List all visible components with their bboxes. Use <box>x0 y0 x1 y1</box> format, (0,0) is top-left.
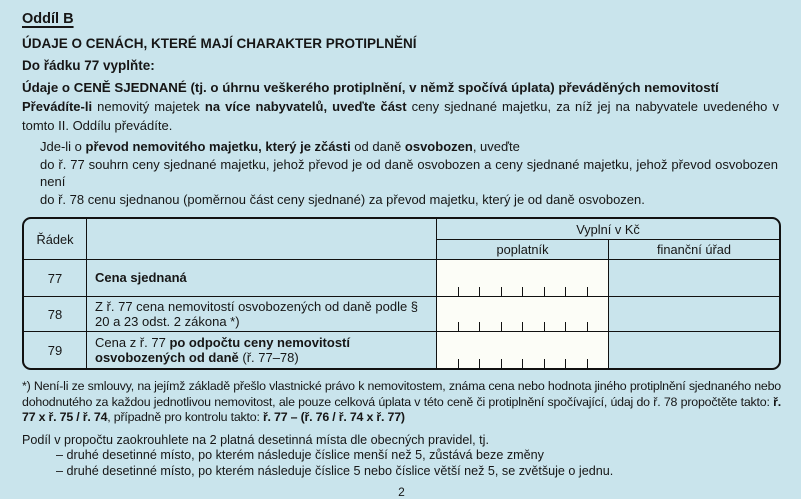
digit-tick-marks <box>437 359 608 368</box>
exemption-note <box>40 138 778 208</box>
row-79-financni-urad-cell[interactable] <box>609 332 779 368</box>
footnote-body: *) Není-li ze smlouvy, na jejímž základě přešlo vlastnické právo k nemovitostem, známa cena nebo hodnota jiného protiplnění sjednaného nebo dohodnutého za každou jednotlivou nemovitost, ale pouze celková úplata v této ceně či protiplnění spočívající, údaj do ř. 78 propočtěte takto: <box>22 379 781 409</box>
footnote-formula-2: ř. 77 – (ř. 76 / ř. 74 x ř. 77) <box>262 410 405 425</box>
row-77-financni-urad-cell[interactable] <box>609 260 779 297</box>
row-77-label <box>87 260 437 297</box>
row-77-label-text: Cena sjednaná <box>95 270 187 286</box>
footnote-formula-1: ř. 77 x ř. 75 / ř. 74 <box>22 394 781 425</box>
row-78-label <box>87 297 437 332</box>
column-header-vyplni-v-kc: Vyplní v Kč <box>437 219 779 240</box>
column-header-poplatnik: poplatník <box>437 240 609 260</box>
exemption-text-2: od daně <box>350 139 405 154</box>
fill-instruction: Do řádku 77 vyplňte: <box>22 58 155 73</box>
row-79-label <box>87 332 437 368</box>
exemption-note-line1 <box>40 138 778 156</box>
transfer-note-text-2: ceny sjednané majetku, za níž jej na nabyvatele uvedeného v tomto II. Oddílu převádíte. <box>22 99 779 133</box>
transfer-note <box>22 98 779 135</box>
rounding-intro: Podíl v propočtu zaokrouhlete na 2 platná desetinná místa dle obecných pravidel, tj. <box>22 432 489 447</box>
column-header-financni-urad: finanční úřad <box>609 240 779 260</box>
rounding-rule-1: – druhé desetinné místo, po kterém následuje číslice menší než 5, zůstává beze změny <box>56 448 544 463</box>
footnote <box>22 379 781 426</box>
exemption-note-line3: do ř. 78 cenu sjednanou (poměrnou část ceny sjednané) za převod majetku, který je od daně osvobozen. <box>40 191 645 207</box>
transfer-note-bold-2: na více nabyvatelů, uveďte část <box>204 99 407 114</box>
rounding-rule-2: – druhé desetinné místo, po kterém následuje číslice 5 nebo číslice větší než 5, se zvětšuje o jednu. <box>56 464 614 479</box>
exemption-bold-1: převod nemovitého majetku, který je zčásti <box>85 139 351 154</box>
exemption-text-1: Jde-li o <box>40 139 86 154</box>
column-header-radek: Řádek <box>24 219 87 260</box>
exemption-note-line2: do ř. 77 souhrn ceny sjednané majetku, jehož převod je od daně osvobozen a ceny sjednané majetku, jehož převod osvobozen není <box>40 156 778 189</box>
main-heading: ÚDAJE O CENÁCH, KTERÉ MAJÍ CHARAKTER PROTIPLNĚNÍ <box>22 36 417 51</box>
row-79-number: 79 <box>24 332 87 368</box>
exemption-text-3: , uveďte <box>472 139 520 154</box>
digit-tick-marks <box>437 287 608 296</box>
section-title: Oddíl B <box>22 11 74 27</box>
digit-tick-marks <box>437 322 608 331</box>
row-78-financni-urad-cell[interactable] <box>609 297 779 332</box>
row-77-number: 77 <box>24 260 87 297</box>
row-77-poplatnik-input[interactable] <box>437 260 609 297</box>
page-number: 2 <box>398 484 405 499</box>
transfer-note-text-1: nemovitý majetek <box>92 99 205 114</box>
exemption-bold-2: osvobozen <box>404 139 473 154</box>
transfer-note-bold-1: Převádíte-li <box>22 99 93 114</box>
column-header-description <box>87 219 437 260</box>
row-78-number: 78 <box>24 297 87 332</box>
row-79-poplatnik-input[interactable] <box>437 332 609 368</box>
row-78-poplatnik-input[interactable] <box>437 297 609 332</box>
price-table <box>22 217 781 370</box>
row-79-label-text: Cena z ř. 77 po odpočtu ceny nemovitostí osvobozených od daně (ř. 77–78) <box>95 334 351 365</box>
footnote-formula-mid: , případně pro kontrolu takto: <box>107 410 263 425</box>
agreed-price-line: Údaje o CENĚ SJEDNANÉ (tj. o úhrnu veškerého protiplnění, v němž spočívá úplata) převáděných nemovitostí <box>22 80 719 95</box>
row-78-label-text: Z ř. 77 cena nemovitostí osvobozených od daně podle § 20 a 23 odst. 2 zákona *) <box>95 298 419 329</box>
